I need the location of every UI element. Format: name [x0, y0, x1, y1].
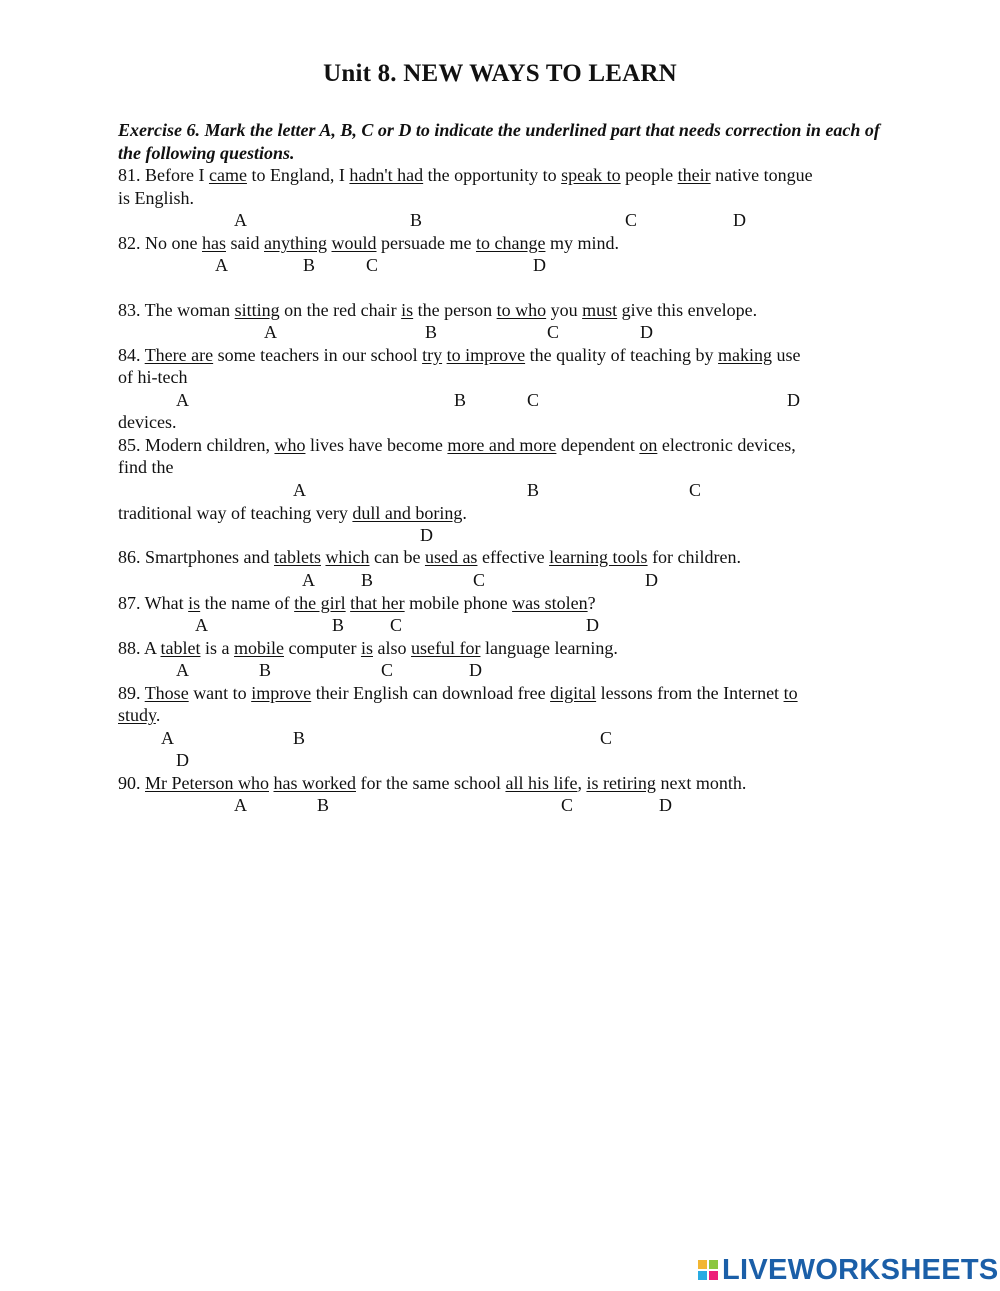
option-d[interactable]: to	[783, 683, 798, 703]
letters-85-d: D	[420, 525, 433, 545]
option-a[interactable]: is	[188, 593, 201, 613]
liveworksheets-logo	[698, 1253, 999, 1287]
option-c[interactable]: to who	[496, 300, 547, 320]
option-b[interactable]: improve	[251, 683, 312, 703]
option-d[interactable]: is retiring	[586, 773, 656, 793]
question-81: 81. Before I came to England, I hadn't had the opportunity to speak to people their native tongue	[118, 165, 813, 185]
question-83: 83. The woman sitting on the red chair is the person to who you must give this envelope.	[118, 300, 758, 320]
letters-90: A B C D	[234, 795, 672, 815]
option-b[interactable]: has worked	[273, 773, 356, 793]
option-d-continued[interactable]: study	[118, 705, 156, 725]
letters-84: A B C D	[176, 390, 800, 410]
question-85-continued: find the	[118, 457, 174, 477]
option-b[interactable]: which	[325, 547, 370, 567]
option-d[interactable]: was stolen	[512, 593, 588, 613]
option-b[interactable]: more and more	[447, 435, 557, 455]
question-89: 89. Those want to improve their English can download free digital lessons from the Internet to	[118, 683, 798, 703]
option-d[interactable]: learning tools	[549, 547, 648, 567]
option-c[interactable]: digital	[550, 683, 597, 703]
exercise-instruction: Exercise 6. Mark the letter A, B, C or D to indicate the underlined part that needs correction in each of the following questions.	[118, 120, 880, 163]
question-82: 82. No one has said anything would persuade me to change my mind.	[118, 233, 619, 253]
question-84-end: devices.	[118, 412, 177, 432]
option-a[interactable]: who	[274, 435, 306, 455]
option-d[interactable]: their	[677, 165, 711, 185]
option-a[interactable]: tablet	[160, 638, 201, 658]
option-c[interactable]: speak to	[561, 165, 621, 185]
page-title: Unit 8. NEW WAYS TO LEARN	[323, 60, 677, 87]
option-d[interactable]: useful for	[411, 638, 481, 658]
letters-82: A B C D	[215, 255, 546, 275]
option-b[interactable]: try	[422, 345, 443, 365]
option-a[interactable]: tablets	[273, 547, 321, 567]
question-88: 88. A tablet is a mobile computer is also useful for language learning.	[118, 638, 618, 658]
option-a[interactable]: sitting	[234, 300, 280, 320]
question-86: 86. Smartphones and tablets which can be used as effective learning tools for children.	[118, 547, 742, 567]
question-90: 90. Mr Peterson who has worked for the same school all his life, is retiring next month.	[118, 773, 747, 793]
question-84-continued: of hi-tech	[118, 367, 188, 387]
option-a[interactable]: has	[202, 233, 226, 253]
question-85-line3: traditional way of teaching very dull and boring.	[118, 503, 467, 523]
option-d[interactable]: making	[718, 345, 773, 365]
option-c[interactable]: would	[331, 233, 377, 253]
option-c[interactable]: on	[639, 435, 658, 455]
letters-86: A B C D	[302, 570, 658, 590]
option-b[interactable]: the girl	[294, 593, 346, 613]
letters-89-d: D	[176, 750, 189, 770]
option-d[interactable]: to change	[475, 233, 546, 253]
option-b[interactable]: mobile	[234, 638, 284, 658]
letters-83: A B C D	[264, 322, 653, 342]
brand-text: LIVEWORKSHEETS	[722, 1253, 999, 1286]
logo-blocks-icon	[698, 1260, 718, 1280]
question-87: 87. What is the name of the girl that her mobile phone was stolen?	[118, 593, 596, 613]
option-a[interactable]: There are	[144, 345, 214, 365]
option-c[interactable]: to improve	[446, 345, 526, 365]
option-c[interactable]: used as	[424, 547, 478, 567]
option-a[interactable]: Those	[144, 683, 189, 703]
option-a[interactable]: came	[208, 165, 247, 185]
question-84: 84. There are some teachers in our school try to improve the quality of teaching by making use	[118, 345, 801, 365]
option-d[interactable]: dull and boring	[352, 503, 463, 523]
letters-81: A B C D	[234, 210, 746, 230]
question-85: 85. Modern children, who lives have become more and more dependent on electronic devices,	[118, 435, 796, 455]
option-a[interactable]: Mr Peterson who	[145, 773, 269, 793]
option-c[interactable]: all his life	[505, 773, 578, 793]
option-b[interactable]: hadn't had	[349, 165, 424, 185]
option-d[interactable]: must	[582, 300, 618, 320]
option-c[interactable]: that her	[350, 593, 405, 613]
option-b[interactable]: anything	[264, 233, 327, 253]
letters-89: A B C	[161, 728, 613, 748]
letters-88: A B C D	[176, 660, 482, 680]
option-b[interactable]: is	[401, 300, 414, 320]
option-c[interactable]: is	[360, 638, 373, 658]
question-89-continued: study.	[118, 705, 161, 725]
letters-87: A B C D	[195, 615, 599, 635]
letters-85: A B C	[293, 480, 702, 500]
question-81-continued: is English.	[118, 188, 195, 208]
